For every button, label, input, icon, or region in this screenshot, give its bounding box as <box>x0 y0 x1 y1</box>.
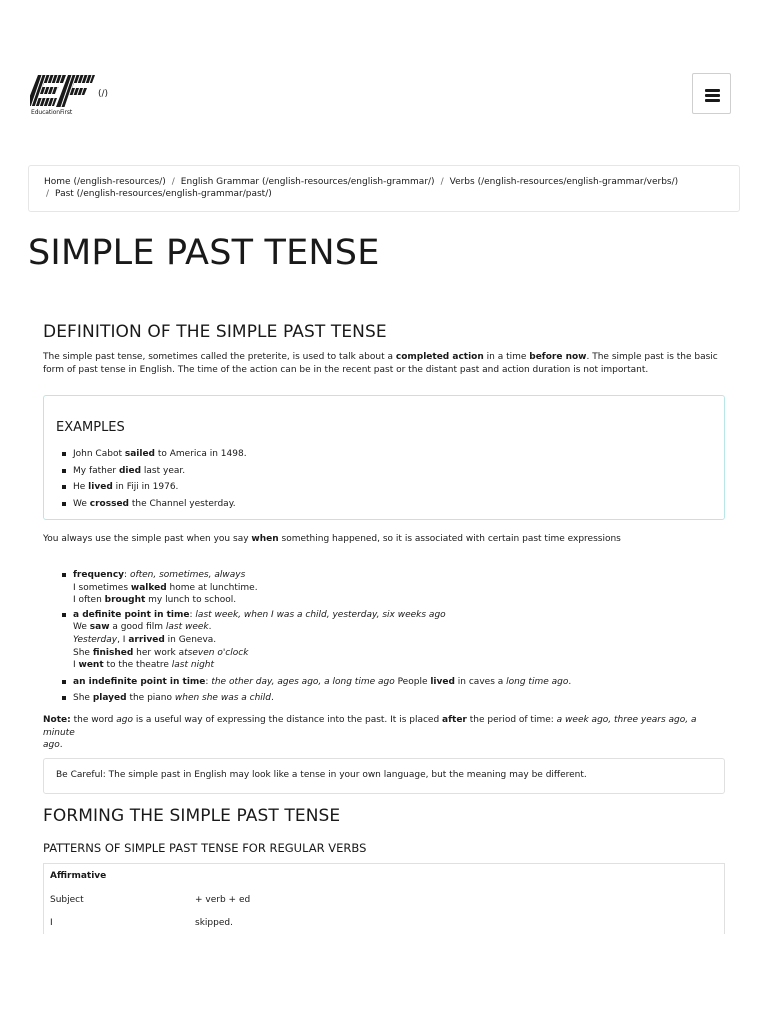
example-italic: Yesterday <box>73 634 118 645</box>
expression-examples: the other day, ages ago, a long time ago <box>211 676 395 687</box>
list-item <box>73 676 571 689</box>
breadcrumb-separator: / <box>46 189 50 199</box>
example-verb: walked <box>130 582 167 593</box>
example-text: last year. <box>141 465 186 476</box>
table-cell-verb: skipped. <box>195 918 233 928</box>
breadcrumb-separator: / <box>440 177 444 187</box>
definition-paragraph <box>43 351 725 376</box>
example-italic: when she was a child <box>174 693 272 704</box>
menu-button[interactable] <box>692 73 731 114</box>
ef-logo[interactable] <box>30 73 140 118</box>
example-text: her work a <box>133 647 185 658</box>
hamburger-menu-icon-bar <box>705 94 720 97</box>
careful-text: Be Careful: The simple past in English may look like a tense in your own language, but the meaning may be different. <box>56 770 587 780</box>
example-text: I often <box>73 595 105 606</box>
example-verb: played <box>92 693 127 704</box>
forming-subheading: PATTERNS OF SIMPLE PAST TENSE FOR REGULAR VERBS <box>43 841 367 855</box>
example-verb: arrived <box>128 634 165 645</box>
expression-examples: often, sometimes, always <box>129 570 246 580</box>
table-cell-subject: I <box>50 918 53 928</box>
bullet-icon <box>62 469 66 473</box>
example-text: People <box>394 676 431 687</box>
example-verb: sailed <box>124 449 155 459</box>
forming-heading: FORMING THE SIMPLE PAST TENSE <box>43 806 341 826</box>
example-text: in caves a <box>454 676 507 687</box>
table-header-subject: Subject <box>50 895 84 905</box>
example-verb: died <box>118 465 142 476</box>
example-verb: lived <box>88 482 113 492</box>
examples-box <box>43 395 725 520</box>
colon: : <box>205 676 212 687</box>
table-section-label: Affirmative <box>50 871 107 881</box>
bullet-icon <box>62 502 66 506</box>
example-italic: tseven o'clock <box>184 647 249 658</box>
breadcrumb-separator: / <box>171 177 175 187</box>
example-text: my lunch to school. <box>145 595 237 606</box>
list-item <box>73 446 247 463</box>
breadcrumb-english-grammar[interactable]: English Grammar (/english-resources/english-grammar/) <box>180 177 435 187</box>
example-text: We <box>73 622 90 633</box>
list-item <box>73 463 247 480</box>
example-italic: last night <box>171 660 215 671</box>
example-text: the piano <box>126 693 175 704</box>
list-item <box>73 496 247 513</box>
examples-title: EXAMPLES <box>56 420 125 435</box>
note-italic: ago <box>43 740 60 750</box>
example-text: , I <box>117 634 129 645</box>
period: . <box>208 622 212 633</box>
example-verb: crossed <box>89 498 129 509</box>
note-label: Note: <box>43 715 71 725</box>
list-item <box>73 609 571 672</box>
note-text: is a useful way of expressing the distance into the past. It is placed <box>132 715 443 725</box>
hamburger-menu-icon <box>705 89 720 92</box>
note-paragraph <box>43 714 725 752</box>
example-text: My father <box>73 465 119 476</box>
example-text: in Geneva. <box>164 634 217 645</box>
usage-bold: when <box>251 534 279 544</box>
example-italic: last week <box>165 622 209 633</box>
page-title: SIMPLE PAST TENSE <box>28 233 380 273</box>
example-verb: saw <box>89 622 110 633</box>
example-text: to America in 1498. <box>155 449 247 459</box>
careful-box <box>43 758 725 794</box>
patterns-table <box>43 863 725 934</box>
breadcrumb-past[interactable]: Past (/english-resources/english-grammar/past/) <box>55 189 272 199</box>
definition-bold: before now <box>529 352 587 362</box>
example-text: She <box>73 693 93 704</box>
expression-label: a definite point in time <box>73 609 190 620</box>
breadcrumb <box>28 165 740 212</box>
example-italic: long time ago <box>506 676 569 687</box>
bullet-icon <box>62 696 66 700</box>
expression-label: an indefinite point in time <box>73 676 206 687</box>
example-text: He <box>73 482 89 492</box>
note-text: the period of time: <box>466 715 557 725</box>
definition-heading: DEFINITION OF THE SIMPLE PAST TENSE <box>43 322 387 342</box>
usage-text: You always use the simple past when you say <box>43 534 252 544</box>
ef-logo-icon <box>30 73 96 109</box>
bullet-icon <box>62 452 66 456</box>
logo-subtitle: EducationFirst <box>31 109 73 116</box>
bullet-icon <box>62 485 66 489</box>
example-text: home at lunchtime. <box>166 582 258 593</box>
time-expressions-list <box>73 569 571 705</box>
example-text: We <box>73 498 90 509</box>
definition-text: form of past tense in English. The time of the action can be in the recent past or the distant past and action duration is not important. <box>43 364 649 375</box>
example-verb: went <box>78 660 104 671</box>
breadcrumb-home[interactable]: Home (/english-resources/) <box>44 177 166 187</box>
period: . <box>271 693 274 704</box>
definition-text: The simple past tense, sometimes called the preterite, is used to talk about a <box>43 352 396 362</box>
bullet-icon <box>62 573 66 577</box>
bullet-icon <box>62 680 66 684</box>
expression-label: frequency <box>73 570 125 580</box>
usage-paragraph <box>43 533 621 546</box>
example-text: She <box>73 647 93 658</box>
colon: : <box>124 570 130 580</box>
expression-examples: last week, when I was a child, yesterday, six weeks ago <box>195 609 446 620</box>
definition-text: . The simple past is the basic <box>586 352 718 362</box>
usage-text: something happened, so it is associated with certain past time expressions <box>278 534 621 544</box>
note-text: the word <box>70 715 117 725</box>
breadcrumb-verbs[interactable]: Verbs (/english-resources/english-grammar/verbs/) <box>449 177 679 187</box>
example-text: a good film <box>109 622 166 633</box>
example-verb: finished <box>92 647 134 658</box>
list-item <box>73 479 247 496</box>
hamburger-menu-icon-bar <box>705 99 720 102</box>
example-text: I sometimes <box>73 582 131 593</box>
list-item <box>73 692 571 705</box>
examples-list <box>73 446 247 512</box>
example-verb: lived <box>430 676 455 687</box>
note-bold: after <box>442 715 467 725</box>
list-item <box>73 569 571 607</box>
example-text: in Fiji in 1976. <box>112 482 179 492</box>
note-italic: ago <box>116 715 133 725</box>
period: . <box>59 740 63 750</box>
table-header-verb: + verb + ed <box>195 895 251 905</box>
example-text: to the theatre <box>103 660 172 671</box>
example-text: I <box>73 660 79 671</box>
colon: : <box>189 609 196 620</box>
example-text: John Cabot <box>73 449 125 459</box>
example-text: the Channel yesterday. <box>129 498 236 509</box>
period: . <box>568 676 572 687</box>
example-verb: brought <box>104 595 146 606</box>
bullet-icon <box>62 613 66 617</box>
definition-bold: completed action <box>395 352 484 362</box>
definition-text: in a time <box>483 352 530 362</box>
logo-link-text[interactable]: (/) <box>98 89 109 99</box>
note-italic: a week ago, three years ago, a minute <box>43 715 697 738</box>
